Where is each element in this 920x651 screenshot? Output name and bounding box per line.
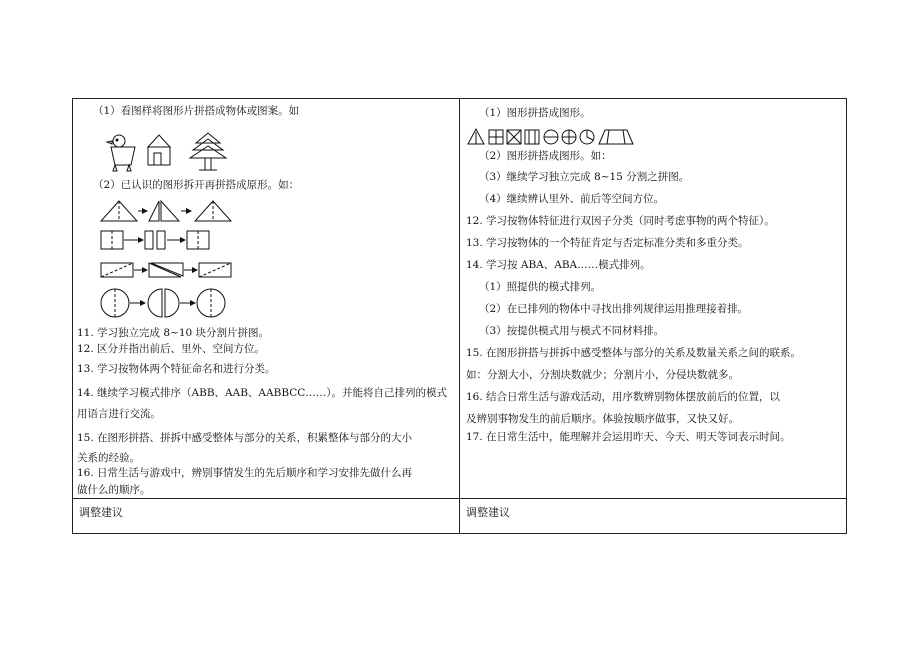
right-item-1: （1）图形拼搭成图形。 (479, 107, 591, 119)
right-sub-3: （3）按提供模式用与模式不同材料排。 (479, 325, 665, 337)
left-item-2: （2）已认识的图形拆开再拼搭成原形。如： (93, 179, 300, 191)
right-item-3: （3）继续学习独立完成 8~15 分割之拼图。 (479, 171, 690, 183)
right-item-2: （2）图形拼搭成图形。如： (479, 150, 612, 162)
house-figure (148, 135, 170, 165)
right-item-16-cont: 及辨别事物发生的前后顺序。体验按顺序做事，又快又好。 (466, 413, 739, 425)
left-item-13: 13. 学习按物体两个特征命名和进行分类。 (77, 363, 276, 375)
right-sub-2: （2）在已排列的物体中寻找出排列规律运用推理接着排。 (479, 303, 749, 315)
left-item-14-cont: 用语言进行交流。 (77, 408, 161, 420)
right-item-12: 12. 学习按物体特征进行双因子分类（同时考虑事物的两个特征）。 (466, 215, 775, 227)
trapezoid-split (599, 130, 633, 144)
circle-hline (544, 130, 558, 144)
column-divider (459, 99, 460, 533)
left-item-15-cont: 关系的经验。 (77, 452, 140, 464)
triangle-row (101, 201, 231, 221)
left-item-1: （1）看图样将图形片拼搭成物体或图案。如 (93, 105, 300, 117)
right-item-16: 16. 结合日常生活与游戏活动，用序数辨别物体摆放前后的位置，以 (466, 391, 781, 403)
triangle-split (468, 129, 484, 144)
square-x (507, 130, 521, 144)
circle-quarters (562, 130, 576, 144)
left-adjust-label: 调整建议 (79, 506, 123, 519)
chick-figure (107, 135, 135, 171)
circle-row (101, 289, 225, 317)
right-item-14: 14. 学习按 ABA、ABA……模式排列。 (466, 259, 651, 271)
assembled-objects-figure (103, 131, 238, 176)
left-item-14: 14. 继续学习模式排序（ABB、AAB、AABBCC……）。并能将自己排列的模式 (77, 387, 448, 399)
right-item-4: （4）继续辨认里外、前后等空间方位。 (479, 193, 665, 205)
rectangle-row (101, 231, 209, 249)
right-item-15: 15. 在图形拼搭与拼拆中感受整体与部分的关系及数量关系之间的联系。 (466, 347, 802, 359)
composite-shapes-strip (467, 128, 647, 148)
tree-figure (190, 133, 226, 170)
right-item-17: 17. 在日常生活中，能理解并会运用昨天、今天、明天等词表示时间。 (466, 431, 791, 443)
plan-table (72, 98, 847, 534)
circle-arc (580, 130, 594, 144)
left-item-16-cont: 做什么的顺序。 (77, 484, 151, 496)
right-sub-1: （1）照提供的模式排列。 (479, 281, 602, 293)
right-adjust-label: 调整建议 (466, 506, 510, 519)
rect-bars (525, 130, 539, 144)
diagonal-rectangle-row (101, 263, 231, 277)
left-item-12: 12. 区分并指出前后、里外、空间方位。 (77, 343, 266, 355)
left-item-15: 15. 在图形拼搭、拼拆中感受整体与部分的关系，积累整体与部分的大小 (77, 432, 413, 444)
left-item-11: 11. 学习独立完成 8~10 块分割片拼图。 (77, 327, 270, 339)
decompose-shapes-figure (99, 199, 249, 321)
square-quartered (489, 130, 503, 144)
row-divider (73, 498, 846, 499)
right-item-15-cont: 如：分割大小，分割块数就少；分割片小，分侵块数就多。 (466, 369, 739, 381)
right-item-13: 13. 学习按物体的一个特征肯定与否定标准分类和多重分类。 (466, 237, 749, 249)
left-item-16: 16. 日常生活与游戏中，辨别事情发生的先后顺序和学习安排先做什么再 (77, 467, 413, 479)
